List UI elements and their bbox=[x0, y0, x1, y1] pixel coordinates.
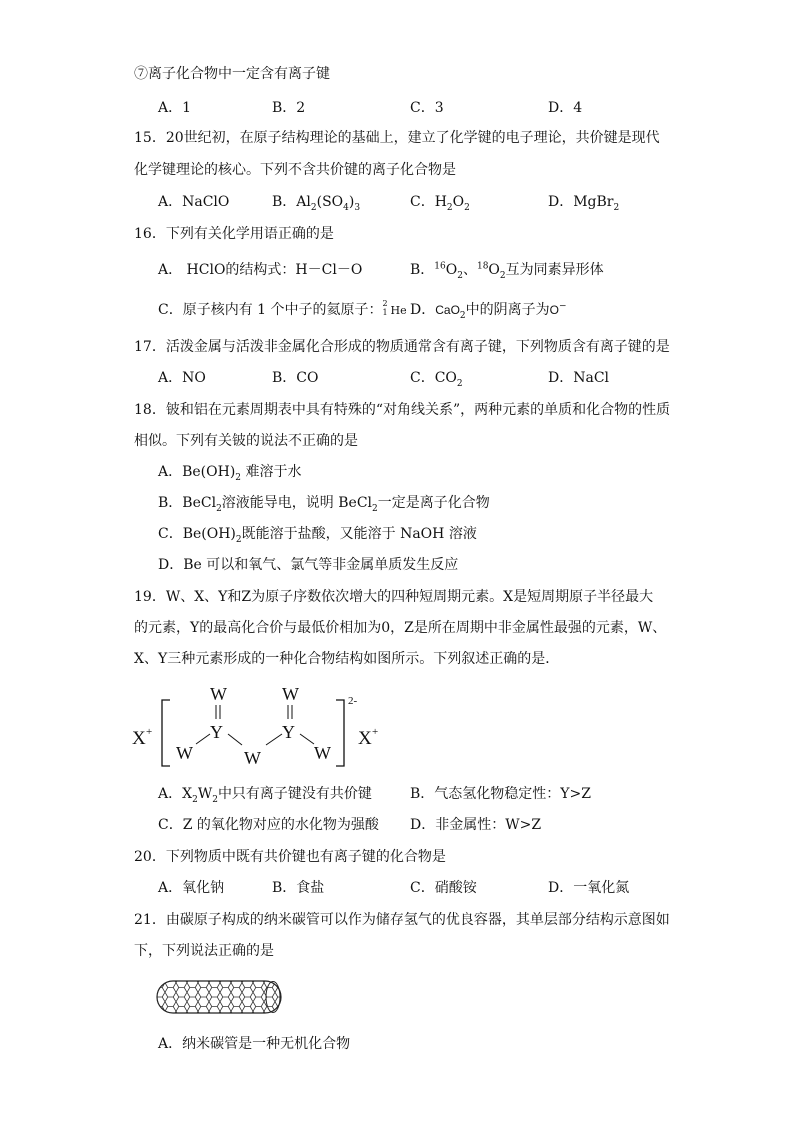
q19-option-b[interactable]: B．气态氢化物稳定性：Y>Z bbox=[410, 786, 591, 802]
q15-option-b[interactable]: B．$Al_2(SO_4)_3$ bbox=[272, 194, 361, 213]
bond-w2-y2 bbox=[266, 734, 282, 745]
q19-option-d[interactable]: D．非金属性：W>Z bbox=[410, 817, 542, 833]
q19-stem-line2: 的元素，Y的最高化合价与最低价相加为0，Z是所在周期中非金属性最强的元素，W、 bbox=[134, 620, 667, 636]
q17-option-d[interactable]: D．NaCl bbox=[548, 370, 610, 386]
q20-option-a[interactable]: A．氧化钠 bbox=[158, 880, 225, 896]
q15-option-d[interactable]: D．MgBr$_2$ bbox=[548, 194, 620, 213]
q19-structure-diagram bbox=[128, 678, 398, 778]
struct-anion-charge: 2- bbox=[348, 695, 358, 707]
q17-option-c[interactable]: C．$CO_2$ bbox=[410, 370, 463, 389]
q17-option-b[interactable]: B．CO bbox=[272, 370, 319, 386]
q16-option-b[interactable]: B．$^{16}O_2$、$^{18}O_2$互为同素异形体 bbox=[410, 261, 604, 281]
bond-y2-w3 bbox=[300, 734, 314, 744]
q16-option-d[interactable]: D．CaO$_2$中的阴离子为O− bbox=[410, 301, 567, 321]
q16-option-c[interactable]: C．原子核内有 1 个中子的氦原子： 2 1 He bbox=[158, 299, 407, 318]
q14-option-d[interactable]: D．4 bbox=[548, 100, 583, 116]
right-bracket bbox=[336, 700, 344, 766]
nuclide-notation: 2 1 bbox=[382, 299, 388, 317]
struct-w-right: W bbox=[314, 743, 331, 763]
q19-option-a[interactable]: A．$X_2W_2$中只有离子键没有共价键 bbox=[158, 786, 372, 805]
q18-stem-line2: 相似。下列有关铍的说法不正确的是 bbox=[134, 433, 358, 449]
q20-option-c[interactable]: C．硝酸铵 bbox=[410, 880, 477, 896]
q18-option-b[interactable]: B．BeCl$_2$溶液能导电，说明 BeCl$_2$一定是离子化合物 bbox=[158, 495, 490, 514]
q14-item7: ⑦离子化合物中一定含有离子键 bbox=[134, 66, 330, 82]
q18-option-d[interactable]: D．Be 可以和氧气、氯气等非金属单质发生反应 bbox=[158, 557, 459, 573]
bond-w1-y1 bbox=[196, 734, 210, 744]
q19-option-c[interactable]: C．Z 的氧化物对应的水化物为强酸 bbox=[158, 817, 379, 833]
q15-stem-line1: 15．20世纪初，在原子结构理论的基础上，建立了化学键的电子理论，共价键是现代 bbox=[134, 130, 660, 146]
q14-option-b[interactable]: B．2 bbox=[272, 100, 306, 116]
struct-y-1: Y bbox=[210, 722, 223, 742]
struct-y-2: Y bbox=[282, 722, 295, 742]
left-bracket bbox=[162, 700, 170, 766]
q14-option-c[interactable]: C．3 bbox=[410, 100, 444, 116]
nanotube-hex-mesh bbox=[157, 981, 281, 1013]
nanotube-diagram bbox=[154, 978, 286, 1016]
q16-option-a[interactable]: A． HClO的结构式：H－Cl－O bbox=[158, 262, 363, 278]
bond-y1-w2 bbox=[228, 734, 242, 745]
q19-stem-line1: 19．W、X、Y和Z为原子序数依次增大的四种短周期元素。X是短周期原子半径最大 bbox=[134, 589, 654, 605]
q20-stem: 20．下列物质中既有共价键也有离子键的化合物是 bbox=[134, 849, 446, 865]
q15-option-c[interactable]: C．$H_2O_2$ bbox=[410, 194, 470, 213]
q15-option-a[interactable]: A．NaClO bbox=[158, 194, 230, 210]
q20-option-b[interactable]: B．食盐 bbox=[272, 880, 325, 896]
q14-option-a[interactable]: A．1 bbox=[158, 100, 192, 116]
struct-w-bridge: W bbox=[244, 748, 261, 768]
q21-stem-line2: 下，下列说法正确的是 bbox=[134, 943, 274, 959]
q20-option-d[interactable]: D．一氧化氮 bbox=[548, 880, 630, 896]
q21-option-a[interactable]: A．纳米碳管是一种无机化合物 bbox=[158, 1036, 351, 1052]
struct-x-right-charge: + bbox=[372, 726, 379, 738]
q18-stem-line1: 18．铍和铝在元素周期表中具有特殊的“对角线关系”，两种元素的单质和化合物的性质 bbox=[134, 402, 671, 418]
struct-x-right: X bbox=[358, 728, 372, 749]
q21-stem-line1: 21．由碳原子构成的纳米碳管可以作为储存氢气的优良容器，其单层部分结构示意图如 bbox=[134, 912, 670, 928]
q18-option-c[interactable]: C．$Be(OH)_2$既能溶于盐酸，又能溶于 NaOH 溶液 bbox=[158, 526, 477, 545]
struct-w-left: W bbox=[176, 743, 193, 763]
q16-stem: 16．下列有关化学用语正确的是 bbox=[134, 226, 334, 242]
q17-stem: 17．活泼金属与活泼非金属化合形成的物质通常含有离子键，下列物质含有离子键的是 bbox=[134, 339, 670, 355]
q17-option-a[interactable]: A．NO bbox=[158, 370, 206, 386]
struct-x-left: X bbox=[132, 728, 146, 749]
struct-x-left-charge: + bbox=[146, 726, 153, 738]
struct-w-top-1: W bbox=[210, 684, 227, 704]
struct-w-top-2: W bbox=[282, 684, 299, 704]
q15-stem-line2: 化学键理论的核心。下列不含共价键的离子化合物是 bbox=[134, 162, 456, 178]
q19-stem-line3: X、Y三种元素形成的一种化合物结构如图所示。下列叙述正确的是． bbox=[134, 651, 560, 667]
q18-option-a[interactable]: A．$Be(OH)_2$ 难溶于水 bbox=[158, 464, 302, 483]
